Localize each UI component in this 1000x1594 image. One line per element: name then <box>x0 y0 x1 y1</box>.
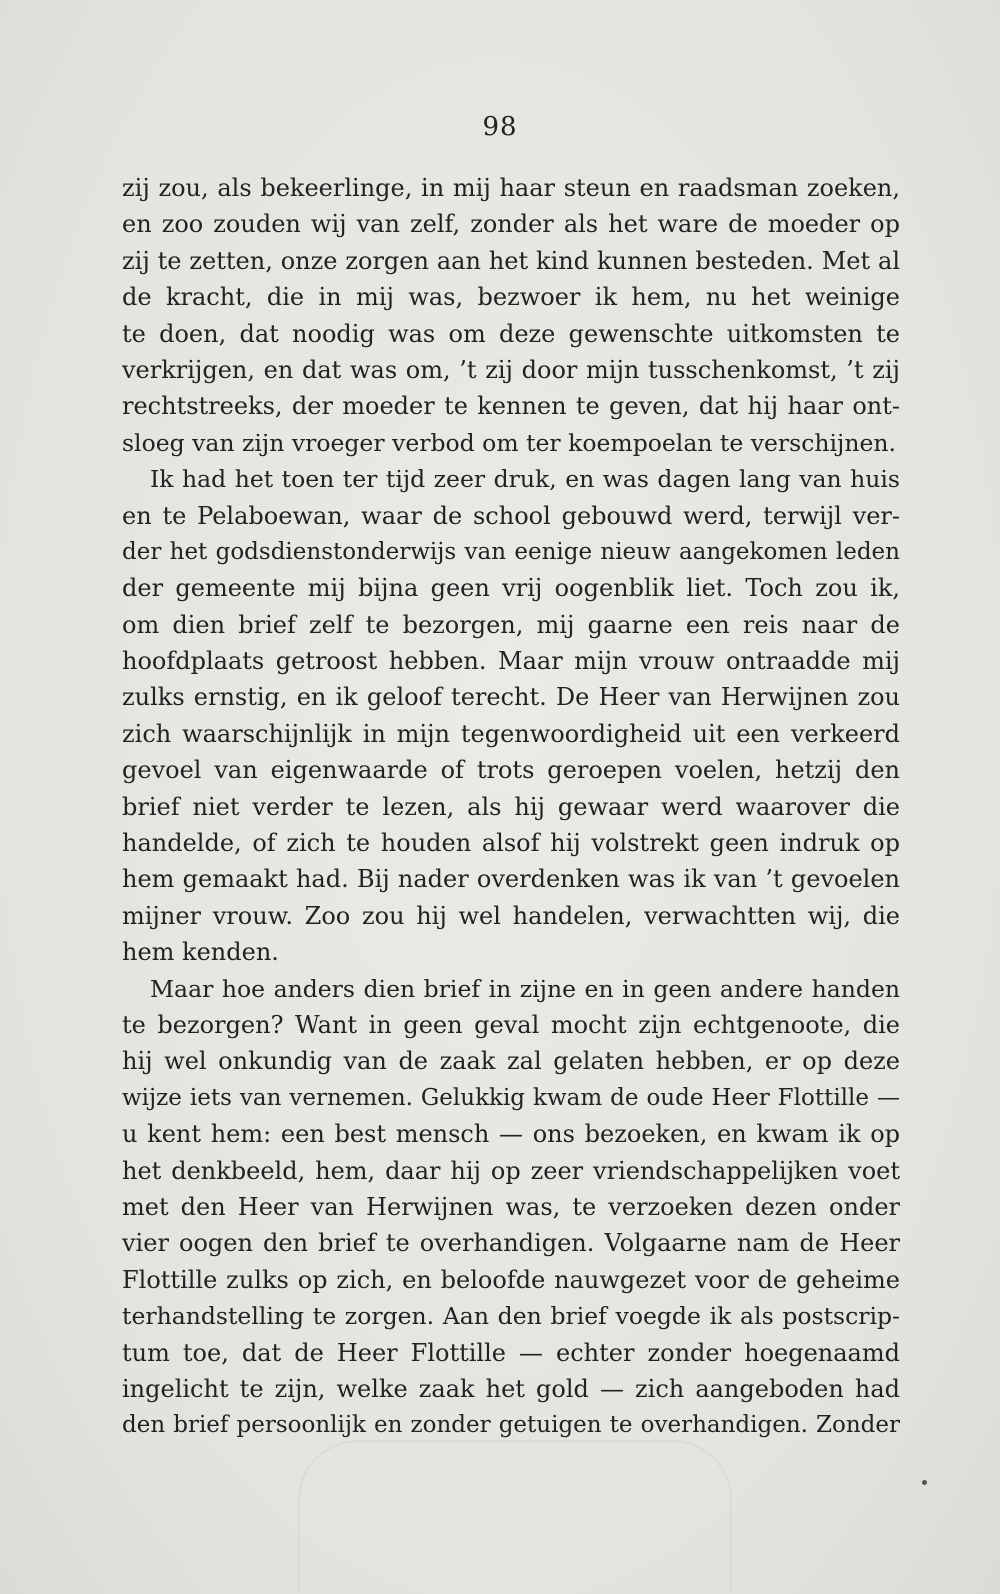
text-line: Flottille zulks op zich, en beloofde nauwgezet voor de geheime <box>122 1265 900 1294</box>
text-line: wijze iets van vernemen. Gelukkig kwam de oude Heer Flottille — <box>122 1084 900 1111</box>
text-line: de kracht, die in mij was, bezwoer ik hem, nu het weinige <box>122 283 900 312</box>
text-line: met den Heer van Herwijnen was, te verzoeken dezen onder <box>122 1192 900 1221</box>
text-line: Ik had het toen ter tijd zeer druk, en was dagen lang van huis <box>150 465 900 494</box>
text-line: hem kenden. <box>122 938 279 967</box>
text-line: het denkbeeld, hem, daar hij op zeer vriendschappelijken voet <box>122 1156 900 1185</box>
text-line: hoofdplaats getroost hebben. Maar mijn vrouw ontraadde mij <box>122 647 900 676</box>
text-line: sloeg van zijn vroeger verbod om ter koempoelan te verschijnen. <box>122 428 896 457</box>
text-line: rechtstreeks, der moeder te kennen te geven, dat hij haar ont- <box>122 392 900 421</box>
text-line: brief niet verder te lezen, als hij gewaar werd waarover die <box>122 792 900 821</box>
text-line: en zoo zouden wij van zelf, zonder als het ware de moeder op <box>122 210 900 239</box>
text-line: te bezorgen? Want in geen geval mocht zijn echtgenoote, die <box>122 1010 900 1039</box>
text-line: der het godsdienstonderwijs van eenige nieuw aangekomen leden <box>122 538 900 565</box>
text-line: u kent hem: een best mensch — ons bezoeken, en kwam ik op <box>122 1120 900 1149</box>
text-line: te doen, dat noodig was om deze gewenschte uitkomsten te <box>122 319 900 348</box>
body-text <box>122 170 900 1444</box>
text-line: om dien brief zelf te bezorgen, mij gaarne een reis naar de <box>122 610 900 639</box>
text-line: en te Pelaboewan, waar de school gebouwd werd, terwijl ver- <box>122 501 900 530</box>
text-line: handelde, of zich te houden alsof hij volstrekt geen indruk op <box>122 829 900 858</box>
text-line: hem gemaakt had. Bij nader overdenken was ik van ’t gevoelen <box>122 865 900 894</box>
text-line: vier oogen den brief te overhandigen. Volgaarne nam de Heer <box>122 1229 900 1258</box>
text-line: Maar hoe anders dien brief in zijne en in geen andere handen <box>150 974 900 1003</box>
text-line: gevoel van eigenwaarde of trots geroepen voelen, hetzij den <box>122 756 900 785</box>
text-line: verkrijgen, en dat was om, ’t zij door mijn tusschenkomst, ’t zij <box>122 355 900 384</box>
faint-library-stamp <box>298 1440 732 1592</box>
text-line: terhandstelling te zorgen. Aan den brief voegde ik als postscrip- <box>122 1302 900 1331</box>
text-line: der gemeente mij bijna geen vrij oogenblik liet. Toch zou ik, <box>122 574 900 603</box>
text-line: zij zou, als bekeerlinge, in mij haar steun en raadsman zoeken, <box>122 174 900 202</box>
text-line: zich waarschijnlijk in mijn tegenwoordigheid uit een verkeerd <box>122 719 900 748</box>
text-line: mijner vrouw. Zoo zou hij wel handelen, verwachtten wij, die <box>122 901 900 930</box>
text-line: tum toe, dat de Heer Flottille — echter zonder hoegenaamd <box>122 1338 900 1367</box>
ink-speck <box>922 1480 927 1485</box>
text-line: den brief persoonlijk en zonder getuigen te overhandigen. Zonder <box>122 1412 900 1439</box>
text-line: ingelicht te zijn, welke zaak het gold — zich aangeboden had <box>122 1374 900 1403</box>
text-line: zij te zetten, onze zorgen aan het kind kunnen besteden. Met al <box>122 246 900 275</box>
text-line: hij wel onkundig van de zaak zal gelaten hebben, er op deze <box>122 1047 900 1076</box>
text-line: zulks ernstig, en ik geloof terecht. De Heer van Herwijnen zou <box>122 683 900 712</box>
page-number: 98 <box>482 112 518 142</box>
